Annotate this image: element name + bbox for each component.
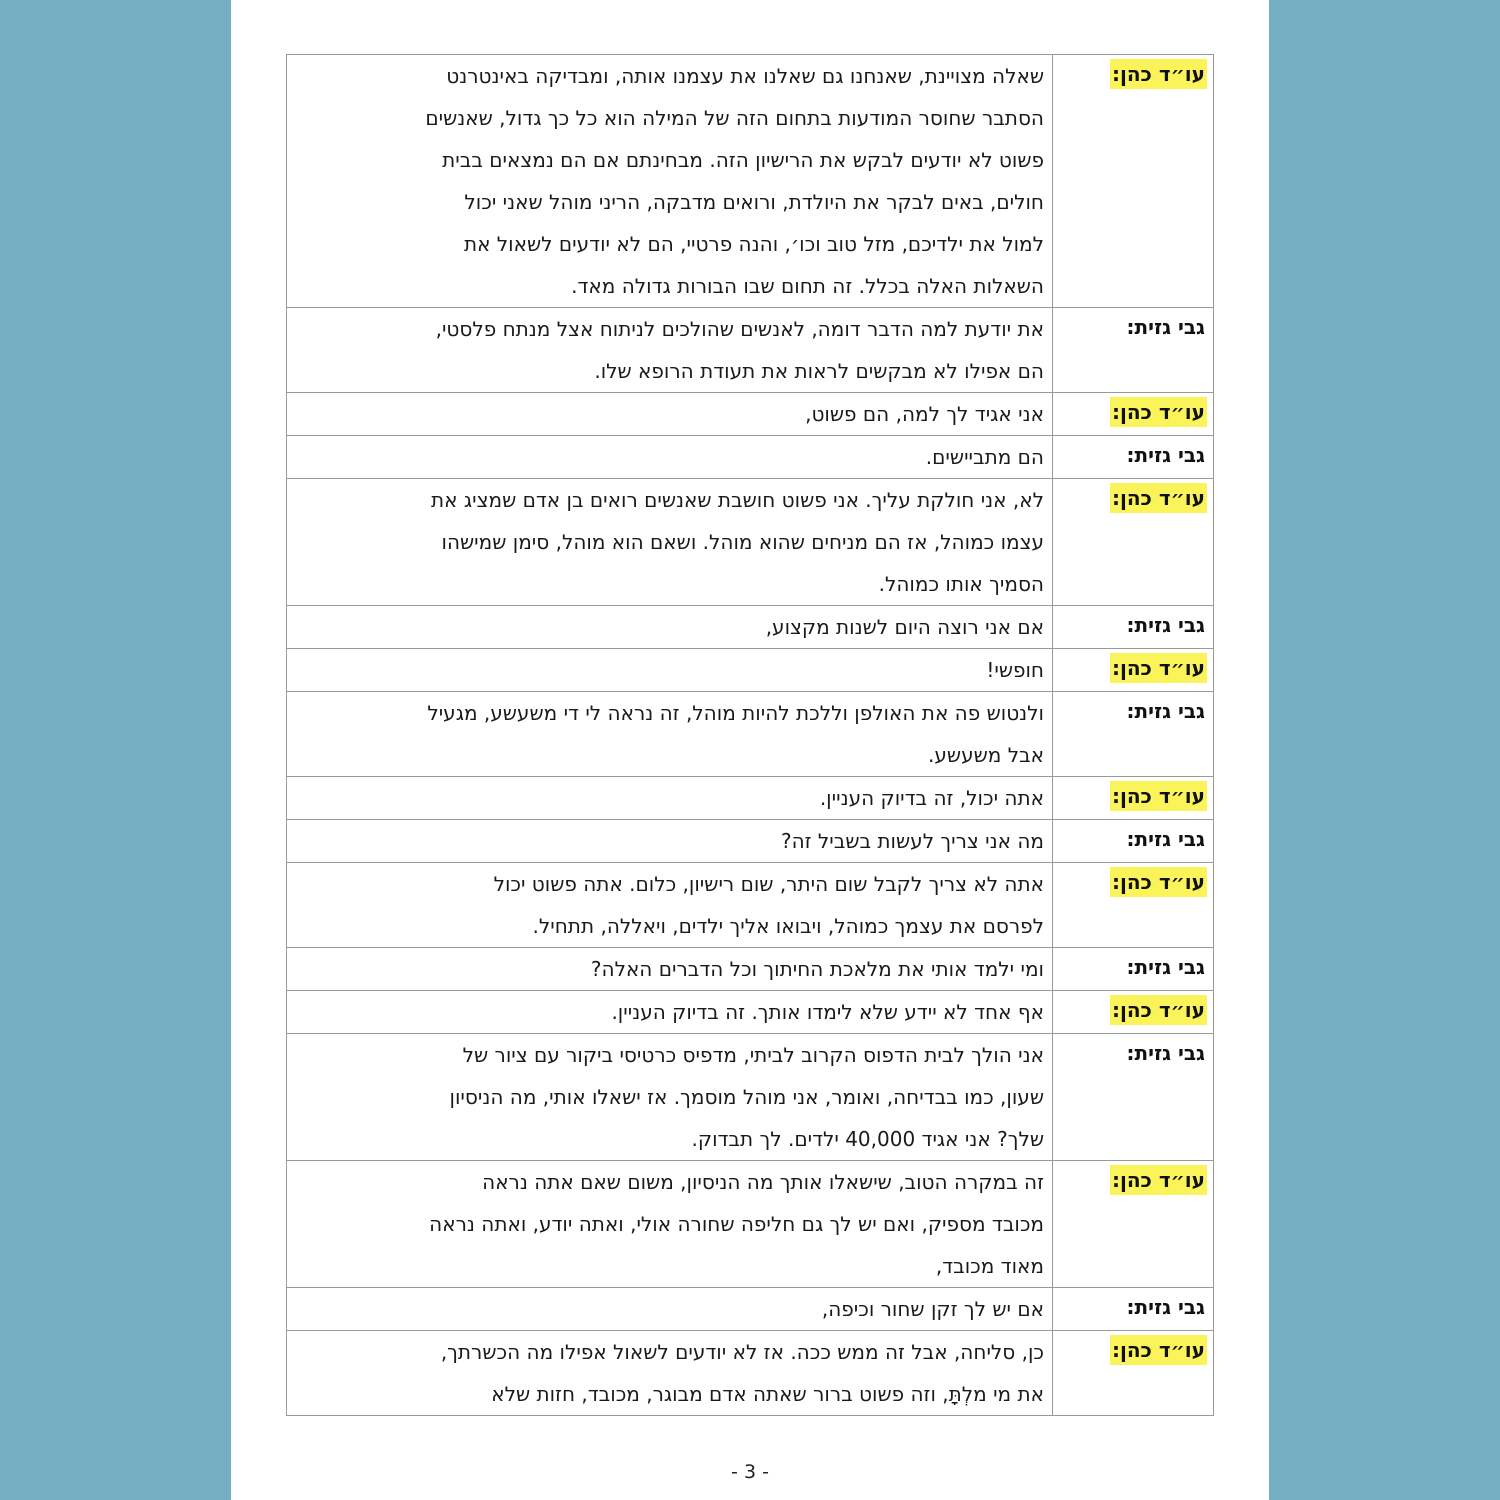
- utterance-text: ולנטוש פה את האולפן וללכת להיות מוהל, זה נראה לי די משעשע, מגעיל אבל משעשע.: [427, 701, 1044, 767]
- document-page: [231, 0, 1269, 1500]
- transcript-row: [287, 692, 1214, 777]
- transcript-row: [287, 55, 1214, 308]
- speaker-cell: [1053, 308, 1214, 393]
- speaker-name: גבי גזית:: [1126, 955, 1205, 979]
- page-number: - 3 -: [731, 1461, 769, 1483]
- speaker-name-highlighted: עו״ד כהן:: [1110, 781, 1207, 811]
- transcript-row: [287, 1034, 1214, 1161]
- transcript-row: [287, 436, 1214, 479]
- speaker-name-highlighted: עו״ד כהן:: [1110, 483, 1207, 513]
- utterance-cell: [287, 1288, 1053, 1331]
- utterance-text: אתה לא צריך לקבל שום היתר, שום רישיון, כלום. אתה פשוט יכול לפרסם את עצמך כמוהל, ויבואו אליך ילדים, ויאללה, תתחיל.: [493, 872, 1044, 938]
- transcript-row: [287, 820, 1214, 863]
- utterance-cell: [287, 777, 1053, 820]
- utterance-text: חופשי!: [986, 658, 1044, 682]
- utterance-text: אתה יכול, זה בדיוק העניין.: [819, 786, 1044, 810]
- speaker-cell: [1053, 948, 1214, 991]
- transcript-table: [286, 54, 1214, 1416]
- speaker-name: גבי גזית:: [1126, 443, 1205, 467]
- utterance-cell: [287, 308, 1053, 393]
- utterance-cell: [287, 692, 1053, 777]
- transcript-row: [287, 777, 1214, 820]
- transcript-row: [287, 606, 1214, 649]
- speaker-cell: [1053, 1331, 1214, 1416]
- transcript-body: [287, 55, 1214, 1416]
- utterance-cell: [287, 1331, 1053, 1416]
- utterance-text: אף אחד לא יידע שלא לימדו אותך. זה בדיוק העניין.: [611, 1000, 1044, 1024]
- utterance-text: אם אני רוצה היום לשנות מקצוע,: [765, 615, 1044, 639]
- utterance-text: הם מתביישים.: [925, 445, 1044, 469]
- utterance-cell: [287, 1034, 1053, 1161]
- transcript-row: [287, 393, 1214, 436]
- speaker-cell: [1053, 1161, 1214, 1288]
- utterance-cell: [287, 948, 1053, 991]
- utterance-text: אם יש לך זקן שחור וכיפה,: [821, 1297, 1044, 1321]
- transcript-row: [287, 863, 1214, 948]
- utterance-text: שאלה מצויינת, שאנחנו גם שאלנו את עצמנו אותה, ומבדיקה באינטרנט הסתבר שחוסר המודעות בתחום הזה של המילה הוא כל כך גדול, שאנשים פשוט לא יודעים לבקש את הרישיון הזה. מבחינתם אם הם נמצאים בבית חולים, באים לבקר את היולדת, ורואים מדבקה, הריני מוהל שאני יכול למול את ילדיכם, מזל טוב וכו׳, והנה פרטיי, הם לא יודעים לשאול את השאלות האלה בכלל. זה תחום שבו הבורות גדולה מאד.: [425, 64, 1044, 298]
- speaker-cell: [1053, 606, 1214, 649]
- utterance-cell: [287, 1161, 1053, 1288]
- utterance-text: מה אני צריך לעשות בשביל זה?: [780, 829, 1044, 853]
- utterance-text: ומי ילמד אותי את מלאכת החיתוך וכל הדברים האלה?: [590, 957, 1044, 981]
- speaker-name: גבי גזית:: [1126, 613, 1205, 637]
- utterance-cell: [287, 55, 1053, 308]
- speaker-name: גבי גזית:: [1126, 1041, 1205, 1065]
- utterance-text: זה במקרה הטוב, שישאלו אותך מה הניסיון, משום שאם אתה נראה מכובד מספיק, ואם יש לך גם חליפה שחורה אולי, ואתה יודע, ואתה נראה מאוד מכובד,: [429, 1170, 1044, 1278]
- transcript-row: [287, 479, 1214, 606]
- utterance-cell: [287, 991, 1053, 1034]
- utterance-cell: [287, 863, 1053, 948]
- speaker-cell: [1053, 436, 1214, 479]
- speaker-cell: [1053, 393, 1214, 436]
- speaker-cell: [1053, 1034, 1214, 1161]
- speaker-name: גבי גזית:: [1126, 699, 1205, 723]
- speaker-name-highlighted: עו״ד כהן:: [1110, 59, 1207, 89]
- utterance-cell: [287, 479, 1053, 606]
- speaker-cell: [1053, 55, 1214, 308]
- speaker-name-highlighted: עו״ד כהן:: [1110, 1165, 1207, 1195]
- speaker-cell: [1053, 820, 1214, 863]
- utterance-cell: [287, 436, 1053, 479]
- speaker-name-highlighted: עו״ד כהן:: [1110, 995, 1207, 1025]
- utterance-cell: [287, 606, 1053, 649]
- utterance-text: כן, סליחה, אבל זה ממש ככה. אז לא יודעים לשאול אפילו מה הכשרתך, את מי מלְתָּ, וזה פשוט ברור שאתה אדם מבוגר, מכובד, חזות שלא: [440, 1340, 1044, 1406]
- speaker-cell: [1053, 1288, 1214, 1331]
- speaker-name-highlighted: עו״ד כהן:: [1110, 867, 1207, 897]
- transcript-row: [287, 991, 1214, 1034]
- speaker-cell: [1053, 777, 1214, 820]
- speaker-cell: [1053, 863, 1214, 948]
- transcript-row: [287, 308, 1214, 393]
- transcript-row: [287, 1161, 1214, 1288]
- utterance-text: לא, אני חולקת עליך. אני פשוט חושבת שאנשים רואים בן אדם שמציג את עצמו כמוהל, אז הם מניחים שהוא מוהל. ושאם הוא מוהל, סימן שמישהו הסמיך אותו כמוהל.: [431, 488, 1044, 596]
- utterance-text: אני הולך לבית הדפוס הקרוב לביתי, מדפיס כרטיסי ביקור עם ציור של שעון, כמו בבדיחה, ואומר, אני מוהל מוסמך. אז ישאלו אותי, מה הניסיון שלך? אני אגיד 40,000 ילדים. לך תבדוק.: [449, 1043, 1044, 1151]
- speaker-cell: [1053, 692, 1214, 777]
- utterance-cell: [287, 820, 1053, 863]
- utterance-cell: [287, 649, 1053, 692]
- utterance-text: אני אגיד לך למה, הם פשוט,: [805, 402, 1044, 426]
- utterance-text: את יודעת למה הדבר דומה, לאנשים שהולכים לניתוח אצל מנתח פלסטי, הם אפילו לא מבקשים לראות את תעודת הרופא שלו.: [435, 317, 1044, 383]
- utterance-cell: [287, 393, 1053, 436]
- speaker-name-highlighted: עו״ד כהן:: [1110, 653, 1207, 683]
- speaker-cell: [1053, 479, 1214, 606]
- speaker-cell: [1053, 649, 1214, 692]
- speaker-name: גבי גזית:: [1126, 315, 1205, 339]
- transcript-row: [287, 1331, 1214, 1416]
- transcript-row: [287, 1288, 1214, 1331]
- speaker-name: גבי גזית:: [1126, 827, 1205, 851]
- transcript-row: [287, 649, 1214, 692]
- speaker-name-highlighted: עו״ד כהן:: [1110, 1335, 1207, 1365]
- speaker-name: גבי גזית:: [1126, 1295, 1205, 1319]
- speaker-name-highlighted: עו״ד כהן:: [1110, 397, 1207, 427]
- transcript-row: [287, 948, 1214, 991]
- speaker-cell: [1053, 991, 1214, 1034]
